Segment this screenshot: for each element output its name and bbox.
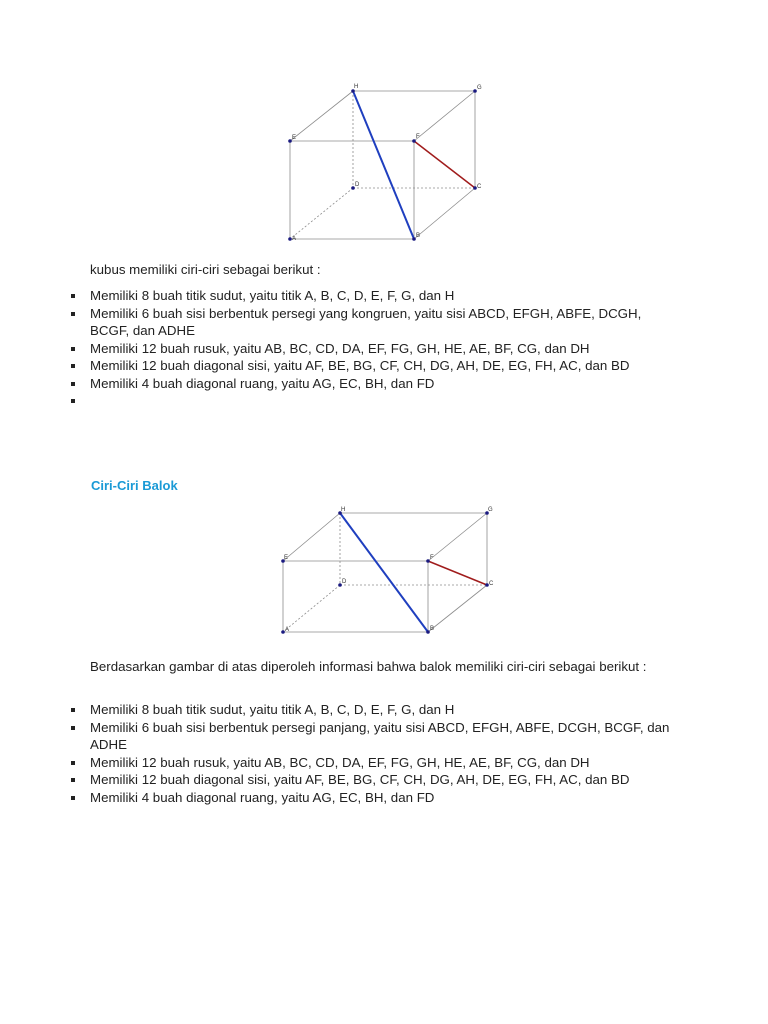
cube-properties-list bbox=[90, 287, 680, 410]
label-c: C bbox=[477, 184, 482, 190]
label-f: F bbox=[430, 555, 434, 561]
label-b: B bbox=[430, 626, 435, 632]
list-item bbox=[90, 392, 680, 410]
label-h: H bbox=[354, 84, 359, 90]
list-item: Memiliki 12 buah diagonal sisi, yaitu AF, BE, BG, CF, CH, DG, AH, DE, EG, FH, AC, dan BD bbox=[90, 771, 680, 789]
bullet-marker bbox=[71, 708, 75, 712]
list-item: Memiliki 4 buah diagonal ruang, yaitu AG, EC, BH, dan FD bbox=[90, 789, 680, 807]
label-d: D bbox=[355, 182, 360, 188]
bullet-marker bbox=[71, 761, 75, 765]
balok-intro: Berdasarkan gambar di atas diperoleh informasi bahwa balok memiliki ciri-ciri sebagai berikut : bbox=[90, 659, 647, 674]
bullet-marker bbox=[71, 778, 75, 782]
label-d: D bbox=[342, 579, 347, 585]
label-e: E bbox=[284, 555, 289, 561]
bullet-marker bbox=[71, 796, 75, 800]
balok-properties-list bbox=[90, 701, 680, 806]
balok-heading: Ciri-Ciri Balok bbox=[91, 478, 178, 493]
list-item: Memiliki 12 buah rusuk, yaitu AB, BC, CD, DA, EF, FG, GH, HE, AE, BF, CG, dan DH bbox=[90, 754, 680, 772]
cube-intro: kubus memiliki ciri-ciri sebagai berikut : bbox=[90, 262, 321, 277]
list-item: Memiliki 8 buah titik sudut, yaitu titik A, B, C, D, E, F, G, dan H bbox=[90, 287, 680, 305]
cube-diagram bbox=[280, 80, 490, 250]
bullet-marker bbox=[71, 726, 75, 730]
bullet-marker bbox=[71, 294, 75, 298]
space-diagonal-hb bbox=[340, 513, 428, 632]
label-c: C bbox=[489, 581, 494, 587]
list-item: Memiliki 12 buah rusuk, yaitu AB, BC, CD, DA, EF, FG, GH, HE, AE, BF, CG, dan DH bbox=[90, 340, 680, 358]
label-h: H bbox=[341, 507, 346, 513]
bullet-marker bbox=[71, 347, 75, 351]
label-g: G bbox=[488, 507, 493, 513]
label-b: B bbox=[416, 233, 421, 239]
label-a: A bbox=[292, 236, 297, 242]
bullet-marker bbox=[71, 364, 75, 368]
balok-diagram bbox=[275, 503, 495, 638]
list-item: Memiliki 6 buah sisi berbentuk persegi yang kongruen, yaitu sisi ABCD, EFGH, ABFE, DCGH, BCGF, dan ADHE bbox=[90, 305, 680, 340]
face-diagonal-fc bbox=[414, 141, 475, 188]
list-item: Memiliki 12 buah diagonal sisi, yaitu AF, BE, BG, CF, CH, DG, AH, DE, EG, FH, AC, dan BD bbox=[90, 357, 680, 375]
cube-figure bbox=[280, 80, 490, 250]
bullet-marker bbox=[71, 382, 75, 386]
label-g: G bbox=[477, 85, 482, 91]
label-e: E bbox=[292, 135, 297, 141]
list-item: Memiliki 6 buah sisi berbentuk persegi panjang, yaitu sisi ABCD, EFGH, ABFE, DCGH, BCGF, dan ADHE bbox=[90, 719, 680, 754]
list-item: Memiliki 4 buah diagonal ruang, yaitu AG, EC, BH, dan FD bbox=[90, 375, 680, 393]
space-diagonal-hb bbox=[353, 91, 414, 239]
label-a: A bbox=[285, 627, 290, 633]
list-item: Memiliki 8 buah titik sudut, yaitu titik A, B, C, D, E, F, G, dan H bbox=[90, 701, 680, 719]
bullet-marker bbox=[71, 312, 75, 316]
bullet-marker bbox=[71, 399, 75, 403]
label-f: F bbox=[416, 134, 420, 140]
balok-figure bbox=[275, 503, 495, 638]
face-diagonal-fc bbox=[428, 561, 487, 585]
